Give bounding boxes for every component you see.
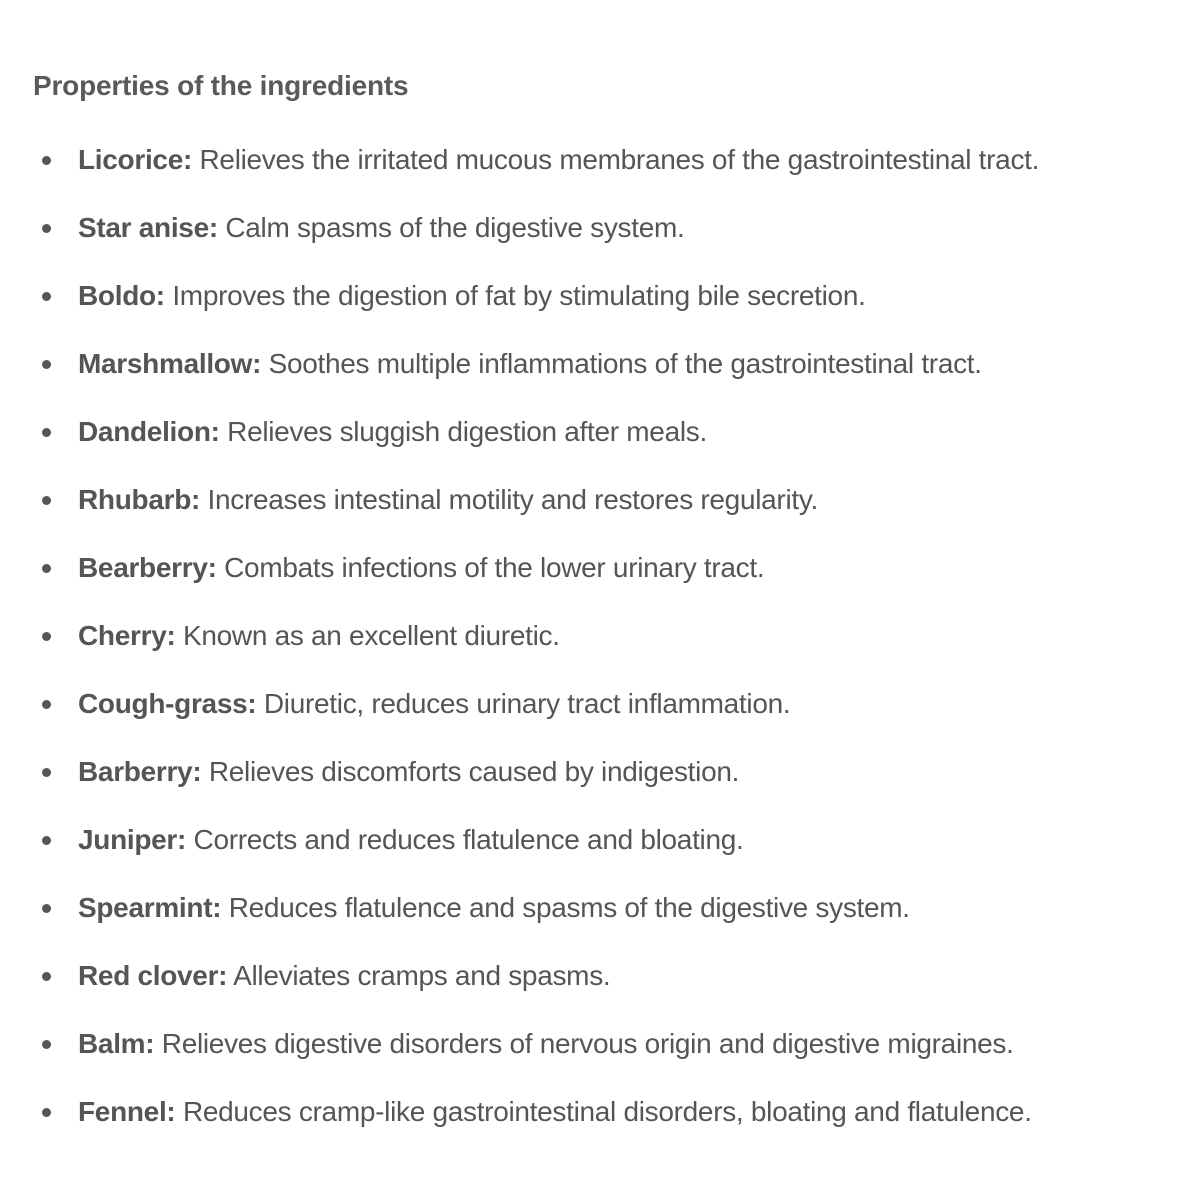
ingredient-description: Relieves sluggish digestion after meals. [219, 416, 707, 447]
list-item-text [78, 952, 610, 1000]
bullet-icon [42, 1040, 51, 1049]
bullet-icon [42, 632, 51, 641]
list-item-text [78, 136, 1039, 184]
ingredient-name: Juniper: [78, 824, 187, 855]
bullet-icon [42, 1108, 51, 1117]
ingredient-description: Combats infections of the lower urinary tract. [216, 552, 765, 583]
ingredient-name: Licorice: [78, 144, 193, 175]
list-item-text [78, 1088, 1032, 1136]
list-item-text [78, 1020, 1014, 1068]
ingredient-description: Soothes multiple inflammations of the gastrointestinal tract. [261, 348, 982, 379]
ingredient-description: Improves the digestion of fat by stimulating bile secretion. [164, 280, 866, 311]
bullet-icon [42, 768, 51, 777]
list-item-text [78, 612, 560, 660]
ingredient-name: Star anise: [78, 212, 218, 243]
list-item-text [78, 544, 764, 592]
ingredient-description: Increases intestinal motility and restores regularity. [200, 484, 818, 515]
ingredient-description: Known as an excellent diuretic. [175, 620, 560, 651]
list-item-text [78, 476, 818, 524]
bullet-icon [42, 564, 51, 573]
ingredient-description: Relieves discomforts caused by indigestion. [201, 756, 740, 787]
bullet-icon [42, 224, 51, 233]
ingredient-description: Diuretic, reduces urinary tract inflammation. [256, 688, 791, 719]
ingredient-description: Reduces cramp-like gastrointestinal disorders, bloating and flatulence. [175, 1096, 1032, 1127]
list-item-text [78, 680, 790, 728]
bullet-icon [42, 156, 51, 165]
ingredient-name: Barberry: [78, 756, 202, 787]
bullet-icon [42, 836, 51, 845]
ingredient-name: Boldo: [78, 280, 165, 311]
bullet-icon [42, 360, 51, 369]
bullet-icon [42, 428, 51, 437]
ingredient-name: Red clover: [78, 960, 228, 991]
ingredient-name: Spearmint: [78, 892, 222, 923]
ingredient-name: Balm: [78, 1028, 155, 1059]
list-item-text [78, 884, 910, 932]
bullet-icon [42, 292, 51, 301]
ingredient-description: Relieves the irritated mucous membranes of the gastrointestinal tract. [192, 144, 1040, 175]
list-item-text [78, 204, 685, 252]
ingredient-name: Rhubarb: [78, 484, 201, 515]
list-item-text [78, 408, 707, 456]
ingredient-description: Alleviates cramps and spasms. [227, 960, 611, 991]
ingredient-name: Cough-grass: [78, 688, 257, 719]
list-item-text [78, 272, 866, 320]
bullet-icon [42, 904, 51, 913]
list-item-text [78, 748, 739, 796]
bullet-icon [42, 496, 51, 505]
bullet-icon [42, 972, 51, 981]
list-item-text [78, 816, 744, 864]
ingredient-description: Reduces flatulence and spasms of the digestive system. [221, 892, 910, 923]
section-heading: Properties of the ingredients [33, 70, 409, 101]
ingredient-name: Marshmallow: [78, 348, 262, 379]
ingredient-description: Calm spasms of the digestive system. [217, 212, 685, 243]
ingredient-name: Cherry: [78, 620, 176, 651]
bullet-icon [42, 700, 51, 709]
ingredient-description: Relieves digestive disorders of nervous origin and digestive migraines. [154, 1028, 1014, 1059]
ingredient-name: Dandelion: [78, 416, 220, 447]
ingredient-name: Fennel: [78, 1096, 176, 1127]
list-item-text [78, 340, 982, 388]
ingredient-name: Bearberry: [78, 552, 217, 583]
ingredient-description: Corrects and reduces flatulence and bloating. [186, 824, 744, 855]
